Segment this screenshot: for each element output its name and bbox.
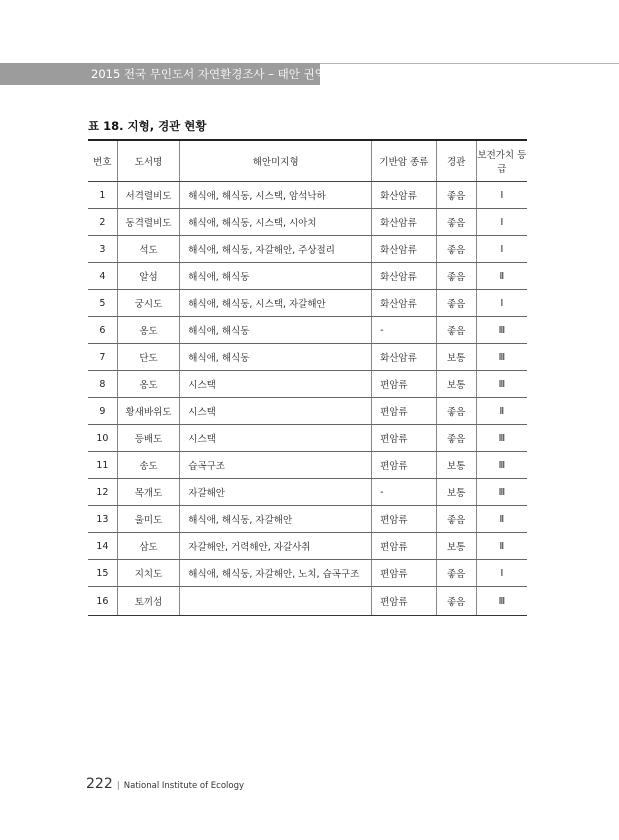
cell-scenery: 좋음 [436,236,476,263]
cell-island-name: 서격렬비도 [117,182,180,209]
cell-scenery: 좋음 [436,290,476,317]
cell-number: 9 [88,398,117,425]
cell-conservation-grade: Ⅰ [476,236,527,263]
cell-bedrock-type: 편암류 [372,398,437,425]
cell-island-name: 알섬 [117,263,180,290]
table-row [88,452,527,479]
cell-number: 3 [88,236,117,263]
cell-number: 4 [88,263,117,290]
cell-bedrock-type: 편암류 [372,560,437,587]
cell-conservation-grade: Ⅲ [476,587,527,616]
cell-coastal-landform [180,587,372,616]
column-header-island-name: 도서명 [117,140,180,182]
cell-island-name: 지치도 [117,560,180,587]
cell-island-name: 삼도 [117,533,180,560]
cell-conservation-grade: Ⅱ [476,506,527,533]
table-row [88,506,527,533]
cell-bedrock-type: - [372,317,437,344]
cell-coastal-landform: 자갈해안 [180,479,372,506]
cell-coastal-landform: 해식애, 해식동, 시스택, 자갈해안 [180,290,372,317]
cell-scenery: 좋음 [436,587,476,616]
cell-island-name: 궁시도 [117,290,180,317]
cell-conservation-grade: Ⅲ [476,479,527,506]
cell-conservation-grade: Ⅲ [476,317,527,344]
column-header-coastal-landform: 해안미지형 [180,140,372,182]
table-row [88,344,527,371]
cell-island-name: 단도 [117,344,180,371]
column-header-number: 번호 [88,140,117,182]
cell-conservation-grade: Ⅲ [476,425,527,452]
cell-island-name: 황새바위도 [117,398,180,425]
cell-number: 16 [88,587,117,616]
cell-island-name: 울미도 [117,506,180,533]
cell-scenery: 좋음 [436,398,476,425]
landform-scenery-table [88,139,527,616]
cell-island-name: 동격렬비도 [117,209,180,236]
cell-conservation-grade: Ⅰ [476,209,527,236]
header-rule [320,63,619,64]
cell-island-name: 토끼섬 [117,587,180,616]
running-header-title: 2015 전국 무인도서 자연환경조사 – 태안 권역 [91,67,326,81]
cell-bedrock-type: 편암류 [372,533,437,560]
institute-name: National Institute of Ecology [123,781,245,791]
cell-bedrock-type: 화산암류 [372,263,437,290]
cell-conservation-grade: Ⅱ [476,533,527,560]
table-row [88,317,527,344]
cell-coastal-landform: 해식애, 해식동, 시스택, 암석낙하 [180,182,372,209]
cell-island-name: 등배도 [117,425,180,452]
cell-coastal-landform: 자갈해안, 거력해안, 자갈사취 [180,533,372,560]
cell-number: 11 [88,452,117,479]
cell-number: 14 [88,533,117,560]
cell-island-name: 송도 [117,452,180,479]
cell-scenery: 좋음 [436,425,476,452]
table-title: 표 18. 지형, 경관 현황 [88,119,207,133]
cell-bedrock-type: 화산암류 [372,344,437,371]
page-footer [86,773,244,792]
table-row [88,263,527,290]
cell-conservation-grade: Ⅱ [476,263,527,290]
column-header-bedrock-type: 기반암 종류 [372,140,437,182]
cell-conservation-grade: Ⅲ [476,452,527,479]
cell-number: 8 [88,371,117,398]
cell-bedrock-type: 편암류 [372,506,437,533]
cell-conservation-grade: Ⅰ [476,182,527,209]
cell-scenery: 보통 [436,371,476,398]
cell-bedrock-type: 편암류 [372,425,437,452]
table-row [88,533,527,560]
cell-conservation-grade: Ⅰ [476,560,527,587]
table-row [88,398,527,425]
table-row [88,587,527,616]
table-header-row [88,140,527,182]
table-row [88,209,527,236]
cell-coastal-landform: 해식애, 해식동 [180,344,372,371]
cell-coastal-landform: 습곡구조 [180,452,372,479]
cell-number: 2 [88,209,117,236]
cell-coastal-landform: 시스택 [180,425,372,452]
cell-scenery: 좋음 [436,182,476,209]
table-row [88,425,527,452]
cell-scenery: 보통 [436,344,476,371]
cell-bedrock-type: 편암류 [372,587,437,616]
cell-island-name: 목개도 [117,479,180,506]
cell-bedrock-type: 편암류 [372,452,437,479]
cell-scenery: 보통 [436,479,476,506]
cell-number: 13 [88,506,117,533]
cell-scenery: 보통 [436,533,476,560]
cell-conservation-grade: Ⅰ [476,290,527,317]
cell-scenery: 좋음 [436,317,476,344]
cell-coastal-landform: 해식애, 해식동, 시스택, 시아치 [180,209,372,236]
table-row [88,236,527,263]
cell-coastal-landform: 해식애, 해식동 [180,263,372,290]
table-row [88,479,527,506]
cell-bedrock-type: 화산암류 [372,236,437,263]
cell-conservation-grade: Ⅲ [476,371,527,398]
table-row [88,290,527,317]
column-header-conservation-grade: 보전가치 등급 [476,140,527,182]
table-row [88,560,527,587]
cell-island-name: 옹도 [117,371,180,398]
cell-coastal-landform: 해식애, 해식동 [180,317,372,344]
cell-scenery: 보통 [436,452,476,479]
cell-number: 15 [88,560,117,587]
cell-coastal-landform: 해식애, 해식동, 자갈해안 [180,506,372,533]
cell-number: 5 [88,290,117,317]
cell-conservation-grade: Ⅲ [476,344,527,371]
cell-bedrock-type: - [372,479,437,506]
table-row [88,182,527,209]
cell-coastal-landform: 해식애, 해식동, 자갈해안, 주상절리 [180,236,372,263]
column-header-scenery: 경관 [436,140,476,182]
cell-island-name: 옹도 [117,317,180,344]
cell-number: 1 [88,182,117,209]
cell-coastal-landform: 해식애, 해식동, 자갈해안, 노치, 습곡구조 [180,560,372,587]
cell-number: 6 [88,317,117,344]
footer-divider: | [116,781,120,791]
page-number: 222 [86,776,113,792]
cell-bedrock-type: 편암류 [372,371,437,398]
cell-conservation-grade: Ⅱ [476,398,527,425]
cell-bedrock-type: 화산암류 [372,209,437,236]
cell-island-name: 석도 [117,236,180,263]
cell-bedrock-type: 화산암류 [372,182,437,209]
cell-scenery: 좋음 [436,263,476,290]
cell-scenery: 좋음 [436,560,476,587]
table-row [88,371,527,398]
cell-number: 7 [88,344,117,371]
cell-coastal-landform: 시스택 [180,371,372,398]
cell-scenery: 좋음 [436,506,476,533]
cell-scenery: 좋음 [436,209,476,236]
cell-number: 10 [88,425,117,452]
cell-bedrock-type: 화산암류 [372,290,437,317]
cell-number: 12 [88,479,117,506]
cell-coastal-landform: 시스택 [180,398,372,425]
